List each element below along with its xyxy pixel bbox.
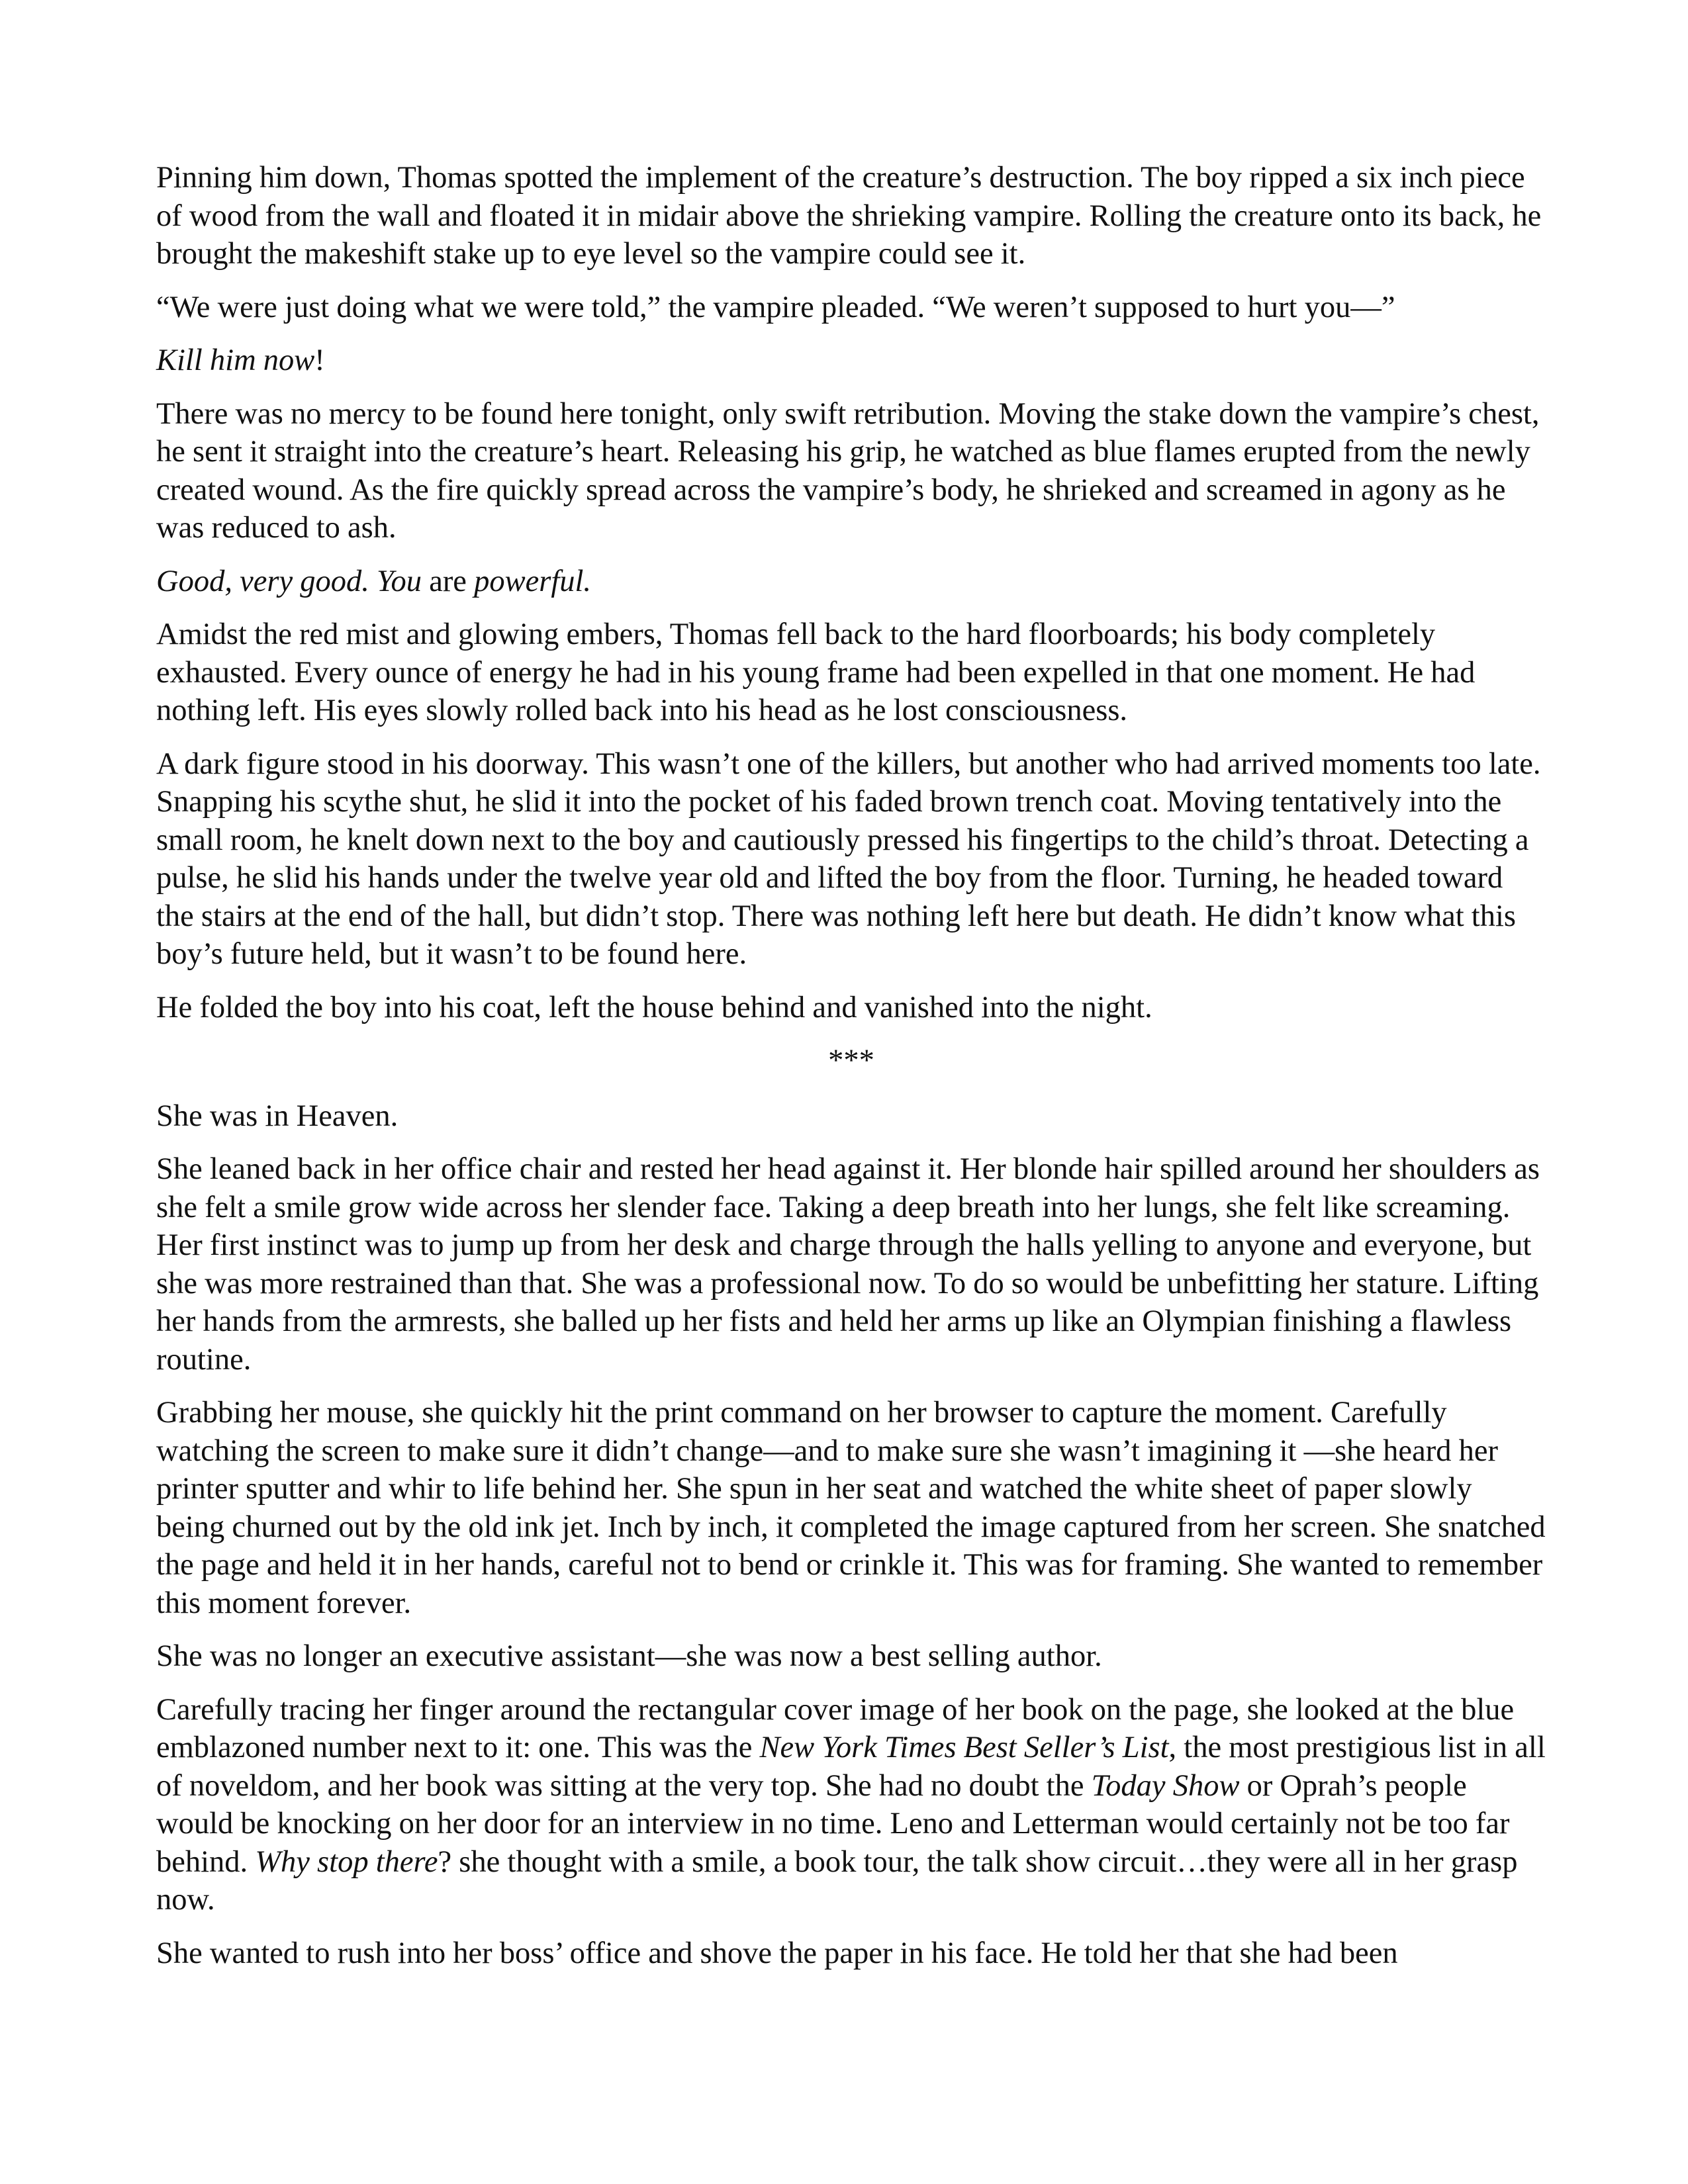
text-run: ! bbox=[314, 343, 325, 377]
paragraph-2 bbox=[156, 289, 1546, 327]
paragraph-4 bbox=[156, 395, 1546, 547]
paragraph-13 bbox=[156, 1691, 1546, 1919]
text-run: Pinning him down, Thomas spotted the implement of the creature’s destruction. The boy ripped a six inch piece of wood from the wall and floated it in midair above the shrieking vampire. Rolling the creature onto its back, he brought the makeshift stake up to eye level so the vampire could see it. bbox=[156, 161, 1542, 271]
paragraph-10 bbox=[156, 1150, 1546, 1379]
text-run: She was in Heaven. bbox=[156, 1099, 399, 1133]
text-run: She wanted to rush into her boss’ office and shove the paper in his face. He told her that she had been bbox=[156, 1936, 1398, 1970]
italic-title-text: Today Show bbox=[1091, 1768, 1240, 1803]
text-run: , the most prestigious list in all of noveldom, and her book was sitting at the very top. She had no doubt the bbox=[156, 1731, 1546, 1803]
paragraph-6 bbox=[156, 615, 1546, 730]
paragraph-11 bbox=[156, 1394, 1546, 1622]
italic-title-text: New York Times Best Seller’s List bbox=[759, 1731, 1169, 1764]
text-run: There was no mercy to be found here tonight, only swift retribution. Moving the stake down the vampire’s chest, he sent it straight into the creature’s heart. Releasing his grip, he watched as blue flames erupted from the newly created wound. As the fire quickly spread across the vampire’s body, he shrieked and screamed in agony as he was reduced to ash. bbox=[156, 396, 1540, 545]
text-run: Carefully tracing her finger around the rectangular cover image of her book on the page, she looked at the blue emblazoned number next to it: one. This was the bbox=[156, 1692, 1515, 1764]
paragraph-5 bbox=[156, 563, 1546, 601]
text-run: She was no longer an executive assistant—she was now a best selling author. bbox=[156, 1639, 1102, 1673]
text-run: Amidst the red mist and glowing embers, Thomas fell back to the hard floorboards; his body completely exhausted. Every ounce of energy he had in his young frame had been expelled in that one moment. He had nothing left. His eyes slowly rolled back into his head as he lost consciousness. bbox=[156, 617, 1476, 727]
italic-text: powerful. bbox=[474, 564, 592, 598]
italic-text: Good, very good. You bbox=[156, 564, 430, 598]
text-run: She leaned back in her office chair and rested her head against it. Her blonde hair spilled around her shoulders as she felt a smile grow wide across her slender face. Taking a deep breath into her lungs, she felt like screaming. Her first instinct was to jump up from her desk and charge through the halls yelling to anyone and everyone, but she was more restrained than that. She was a professional now. To do so would be unbefitting her stature. Lifting her hands from the armrests, she balled up her fists and held her arms up like an Olympian finishing a flawless routine. bbox=[156, 1152, 1540, 1377]
paragraph-7 bbox=[156, 745, 1546, 974]
italic-text: Kill him now bbox=[156, 343, 315, 377]
paragraph-3 bbox=[156, 341, 1546, 380]
document-page bbox=[156, 159, 1546, 1987]
dialogue-text: “We were just doing what we were told,” the vampire pleaded. “We weren’t supposed to hurt you—” bbox=[156, 290, 1395, 324]
italic-text: Why stop there bbox=[255, 1844, 438, 1879]
paragraph-9 bbox=[156, 1097, 1546, 1136]
text-run: He folded the boy into his coat, left the house behind and vanished into the night. bbox=[156, 990, 1152, 1024]
text-run: A dark figure stood in his doorway. This wasn’t one of the killers, but another who had arrived moments too late. Snapping his scythe shut, he slid it into the pocket of his faded brown trench coat. Moving tentatively into the small room, he knelt down next to the boy and cautiously pressed his fingertips to the child’s throat. Detecting a pulse, he slid his hands under the twelve year old and lifted the boy from the floor. Turning, he headed toward the stairs at the end of the hall, but didn’t stop. There was nothing left here but death. He didn’t know what this boy’s future held, but it wasn’t to be found here. bbox=[156, 747, 1541, 971]
paragraph-14 bbox=[156, 1934, 1546, 1973]
paragraph-8 bbox=[156, 989, 1546, 1027]
paragraph-12 bbox=[156, 1637, 1546, 1676]
paragraph-1 bbox=[156, 159, 1546, 273]
text-run: Grabbing her mouse, she quickly hit the print command on her browser to capture the moment. Carefully watching the screen to make sure it didn’t change—and to make sure she wasn’t imagining it —she heard her printer sputter and whir to life behind her. She spun in her seat and watched the white sheet of paper slowly being churned out by the old ink jet. Inch by inch, it completed the image captured from her screen. She snatched the page and held it in her hands, careful not to bend or crinkle it. This was for framing. She wanted to remember this moment forever. bbox=[156, 1396, 1546, 1620]
scene-separator: *** bbox=[828, 1044, 874, 1077]
text-run: ? she thought with a smile, a book tour, the talk show circuit…they were all in her grasp now. bbox=[156, 1844, 1518, 1917]
text-run: are bbox=[429, 564, 475, 598]
text-run: or Oprah’s people would be knocking on her door for an interview in no time. Leno and Letterman would certainly not be too far behind. bbox=[156, 1768, 1510, 1879]
